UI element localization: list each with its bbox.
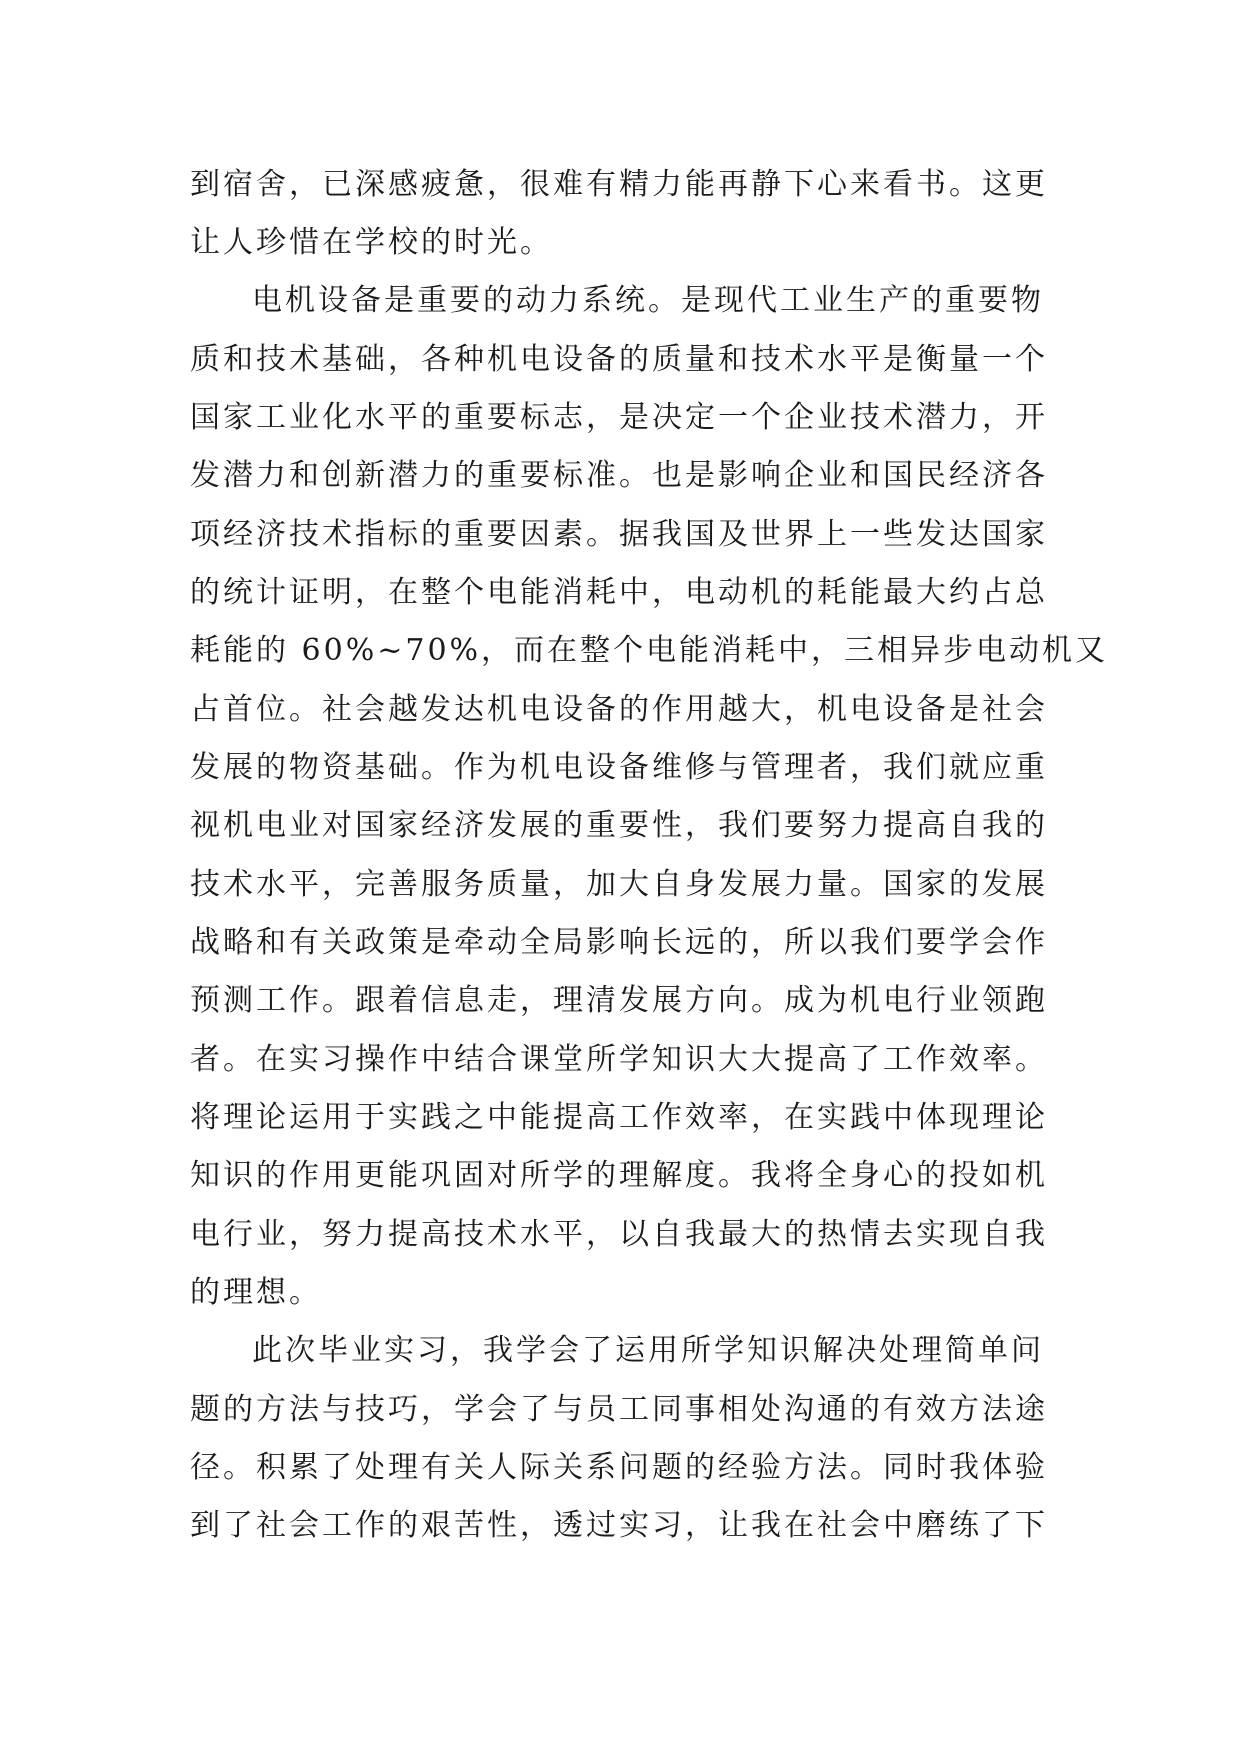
text-line: 者。在实习操作中结合课堂所学知识大大提高了工作效率。: [190, 1042, 1048, 1077]
text-line: 发展的物资基础。作为机电设备维修与管理者，我们就应重: [190, 750, 1048, 785]
text-line: 发潜力和创新潜力的重要标准。也是影响企业和国民经济各: [190, 458, 1048, 493]
text-line: 项经济技术指标的重要因素。据我国及世界上一些发达国家: [190, 517, 1048, 552]
text-line: 占首位。社会越发达机电设备的作用越大，机电设备是社会: [190, 692, 1048, 727]
text-line: 耗能的 60%~70%，而在整个电能消耗中，三相异步电动机又: [190, 633, 1109, 668]
text-line: 质和技术基础，各种机电设备的质量和技术水平是衡量一个: [190, 342, 1048, 377]
text-line: 径。积累了处理有关人际关系问题的经验方法。同时我体验: [190, 1450, 1048, 1485]
text-line: 到了社会工作的艰苦性，透过实习，让我在社会中磨练了下: [190, 1508, 1048, 1543]
text-line: 题的方法与技巧，学会了与员工同事相处沟通的有效方法途: [190, 1392, 1048, 1427]
text-line: 技术水平，完善服务质量，加大自身发展力量。国家的发展: [190, 867, 1048, 902]
paragraph-start-line: 电机设备是重要的动力系统。是现代工业生产的重要物: [252, 283, 1044, 318]
text-line: 预测工作。跟着信息走，理清发展方向。成为机电行业领跑: [190, 983, 1048, 1018]
text-line: 电行业，努力提高技术水平，以自我最大的热情去实现自我: [190, 1217, 1048, 1252]
text-line: 让人珍惜在学校的时光。: [190, 225, 553, 260]
text-line: 到宿舍，已深感疲惫，很难有精力能再静下心来看书。这更: [190, 167, 1048, 202]
text-line: 将理论运用于实践之中能提高工作效率，在实践中体现理论: [190, 1100, 1048, 1135]
text-line: 视机电业对国家经济发展的重要性，我们要努力提高自我的: [190, 808, 1048, 843]
text-line: 国家工业化水平的重要标志，是决定一个企业技术潜力，开: [190, 400, 1048, 435]
text-line: 知识的作用更能巩固对所学的理解度。我将全身心的投如机: [190, 1158, 1048, 1193]
text-line: 的理想。: [190, 1275, 322, 1310]
paragraph-start-line: 此次毕业实习，我学会了运用所学知识解决处理简单问: [252, 1333, 1044, 1368]
text-line: 战略和有关政策是牵动全局影响长远的，所以我们要学会作: [190, 925, 1048, 960]
text-line: 的统计证明，在整个电能消耗中，电动机的耗能最大约占总: [190, 575, 1048, 610]
